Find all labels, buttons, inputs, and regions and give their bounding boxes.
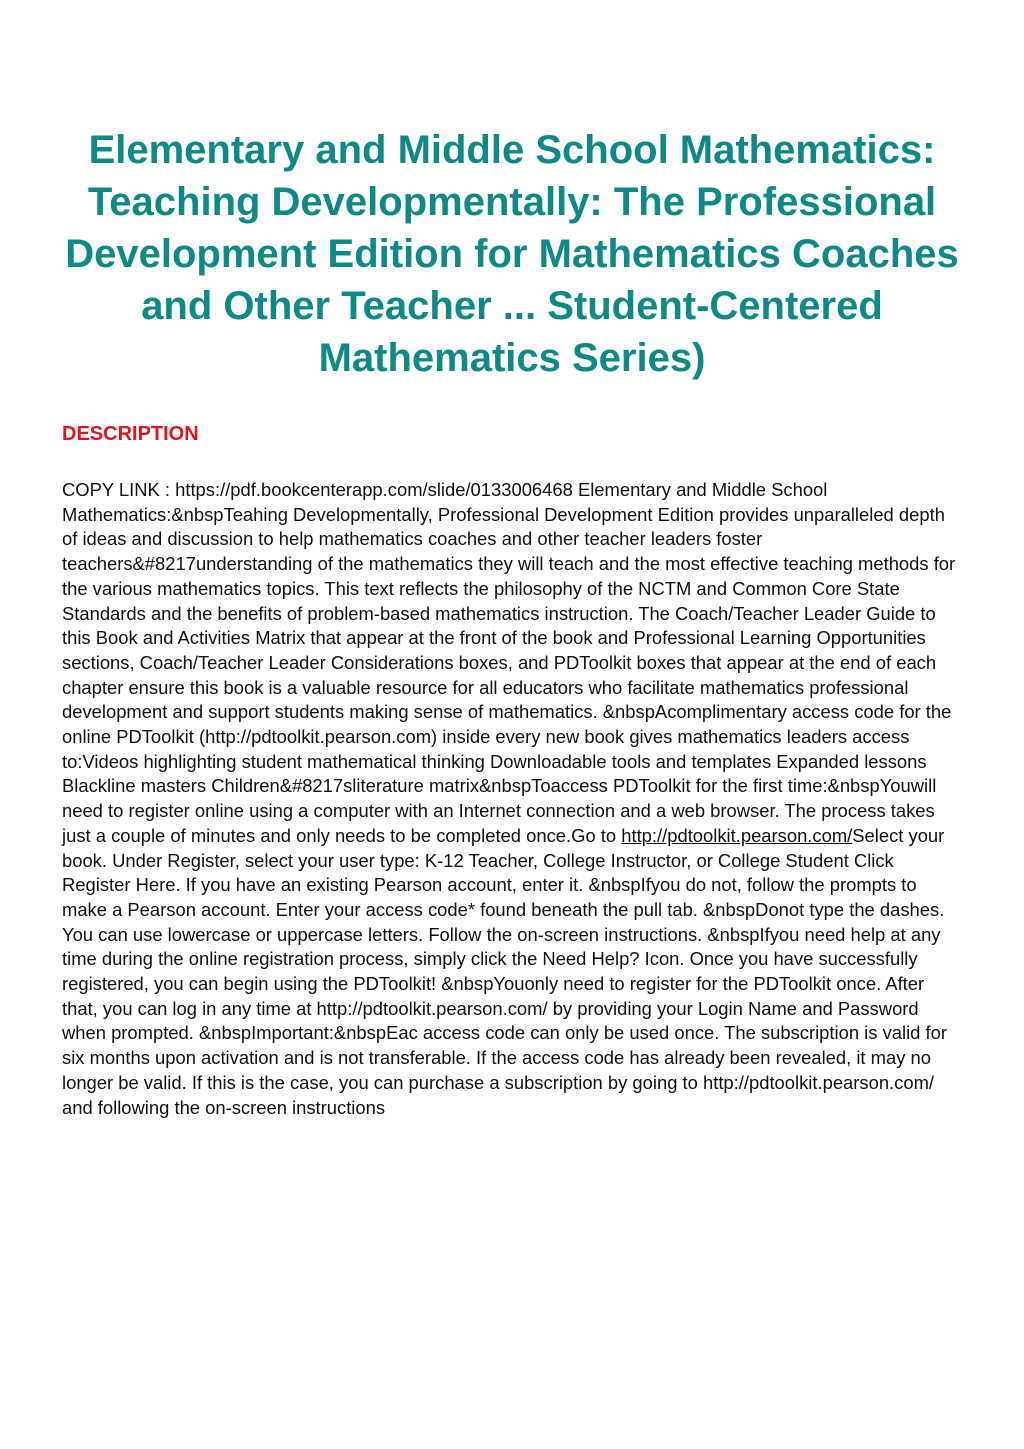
description-text-part1: COPY LINK : https://pdf.bookcenterapp.com/slide/0133006468 Elementary and Middle School Mathematics:&nbspTeahing Developmentally, Professional Development Edition provides unparalleled depth of ideas and discussion to help mathematics coaches and other teacher leaders foster teachers&#8217understanding of the mathematics they will teach and the most effective teaching methods for the various mathematics topics. This text reflects the philosophy of the NCTM and Common Core State Standards and the benefits of problem-based mathematics instruction. The Coach/Teacher Leader Guide to this Book and Activities Matrix that appear at the front of the book and Professional Learning Opportunities sections, Coach/Teacher Leader Considerations boxes, and PDToolkit boxes that appear at the end of each chapter ensure this book is a valuable resource for all educators who facilitate mathematics professional development and support students making sense of mathematics. &nbspAcomplimentary access code for the online PDToolkit (http://pdtoolkit.pearson.com) inside every new book gives mathematics leaders access to:Videos highlighting student mathematical thinking Downloadable tools and templates Expanded lessons Blackline masters Children&#8217sliterature matrix&nbspToaccess PDToolkit for the first time:&nbspYouwill need to register online using a computer with an Internet connection and a web browser. The process takes just a couple of minutes and only needs to be completed once.Go to [62,479,956,846]
document-title: Elementary and Middle School Mathematics: Teaching Developmentally: The Professional Development Edition for Mathematics Coaches and Other Teacher ... Student-Centered Mathematics Series) [65,128,959,380]
pdtoolkit-link[interactable]: http://pdtoolkit.pearson.com/ [621,824,853,846]
description-paragraph [62,478,962,1120]
description-text-part2: Select your book. Under Register, select your user type: K-12 Teacher, College Instructor, or College Student Click Register Here. If you have an existing Pearson account, enter it. &nbspIfyou do not, follow the prompts to make a Pearson account. Enter your access code* found beneath the pull tab. &nbspDonot type the dashes. You can use lowercase or uppercase letters. Follow the on-screen instructions. &nbspIfyou need help at any time during the online registration process, simply click the Need Help? Icon. Once you have successfully registered, you can begin using the PDToolkit! &nbspYouonly need to register for the PDToolkit once. After that, you can log in any time at http://pdtoolkit.pearson.com/ by providing your Login Name and Password when prompted. &nbspImportant:&nbspEac access code can only be used once. The subscription is valid for six months upon activation and is not transferable. If the access code has already been revealed, it may no longer be valid. If this is the case, you can purchase a subscription by going to http://pdtoolkit.pearson.com/ and following the on-screen instructions [62,824,947,1118]
description-heading: DESCRIPTION [62,423,199,445]
